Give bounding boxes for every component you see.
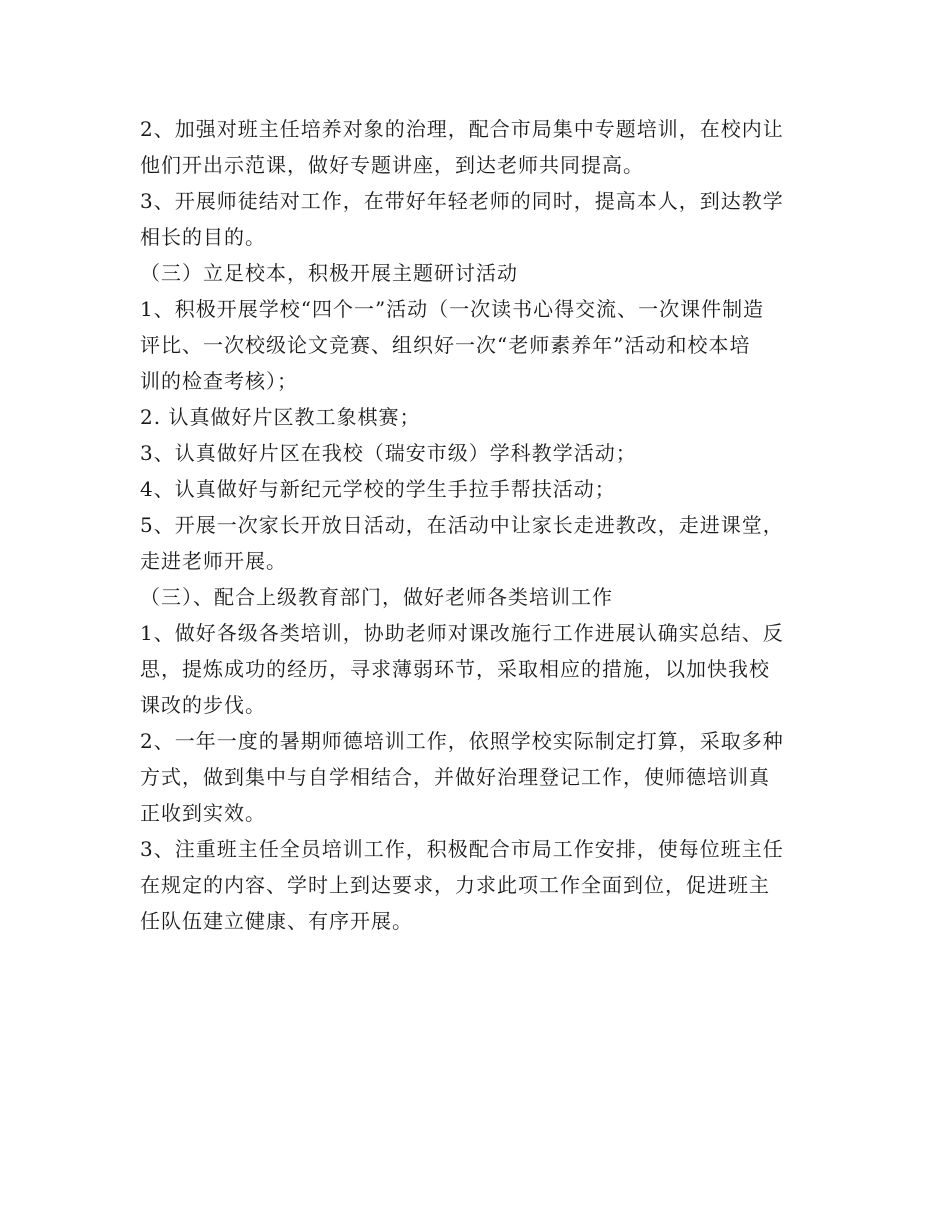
body-line: 方式，做到集中与自学相结合，并做好治理登记工作，使师德培训真 <box>140 765 770 789</box>
body-line: 3、开展师徒结对工作，在带好年轻老师的同时，提高本人，到达教学 <box>140 189 784 213</box>
body-line: 1、积极开展学校“四个一”活动（一次读书心得交流、一次课件制造 <box>140 297 765 321</box>
body-line: 训的检查考核）； <box>140 369 298 393</box>
body-line: 思，提炼成功的经历，寻求薄弱环节，采取相应的措施，以加快我校 <box>140 657 770 681</box>
body-line: 在规定的内容、学时上到达要求，力求此项工作全面到位，促进班主 <box>140 873 770 897</box>
body-line: 正收到实效。 <box>140 801 266 825</box>
body-line: 4、认真做好与新纪元学校的学生手拉手帮扶活动； <box>140 477 616 501</box>
body-line: 课改的步伐。 <box>140 693 266 717</box>
body-line: 他们开出示范课，做好专题讲座，到达老师共同提高。 <box>140 153 644 177</box>
section-heading: （三）、配合上级教育部门，做好老师各类培训工作 <box>140 585 613 609</box>
body-line: 2、加强对班主任培养对象的治理，配合市局集中专题培训，在校内让 <box>140 117 784 141</box>
body-line: 3、注重班主任全员培训工作，积极配合市局工作安排，使每位班主任 <box>140 837 784 861</box>
body-line: 2、一年一度的暑期师德培训工作，依照学校实际制定打算，采取多种 <box>140 729 784 753</box>
body-line: 相长的目的。 <box>140 225 266 249</box>
body-line: 1、做好各级各类培训，协助老师对课改施行工作进展认确实总结、反 <box>140 621 784 645</box>
body-line: 走进老师开展。 <box>140 549 287 573</box>
document-body <box>140 111 812 939</box>
body-line: 评比、一次校级论文竞赛、组织好一次“老师素养年”活动和校本培 <box>140 333 751 357</box>
body-line: 任队伍建立健康、有序开展。 <box>140 909 413 933</box>
section-heading: （三）立足校本，积极开展主题研讨活动 <box>140 261 518 285</box>
body-line: 3、认真做好片区在我校（瑞安市级）学科教学活动； <box>140 441 637 465</box>
body-line: 5、开展一次家长开放日活动，在活动中让家长走进教改，走进课堂， <box>140 513 784 537</box>
body-line: 2. 认真做好片区教工象棋赛； <box>140 405 421 429</box>
